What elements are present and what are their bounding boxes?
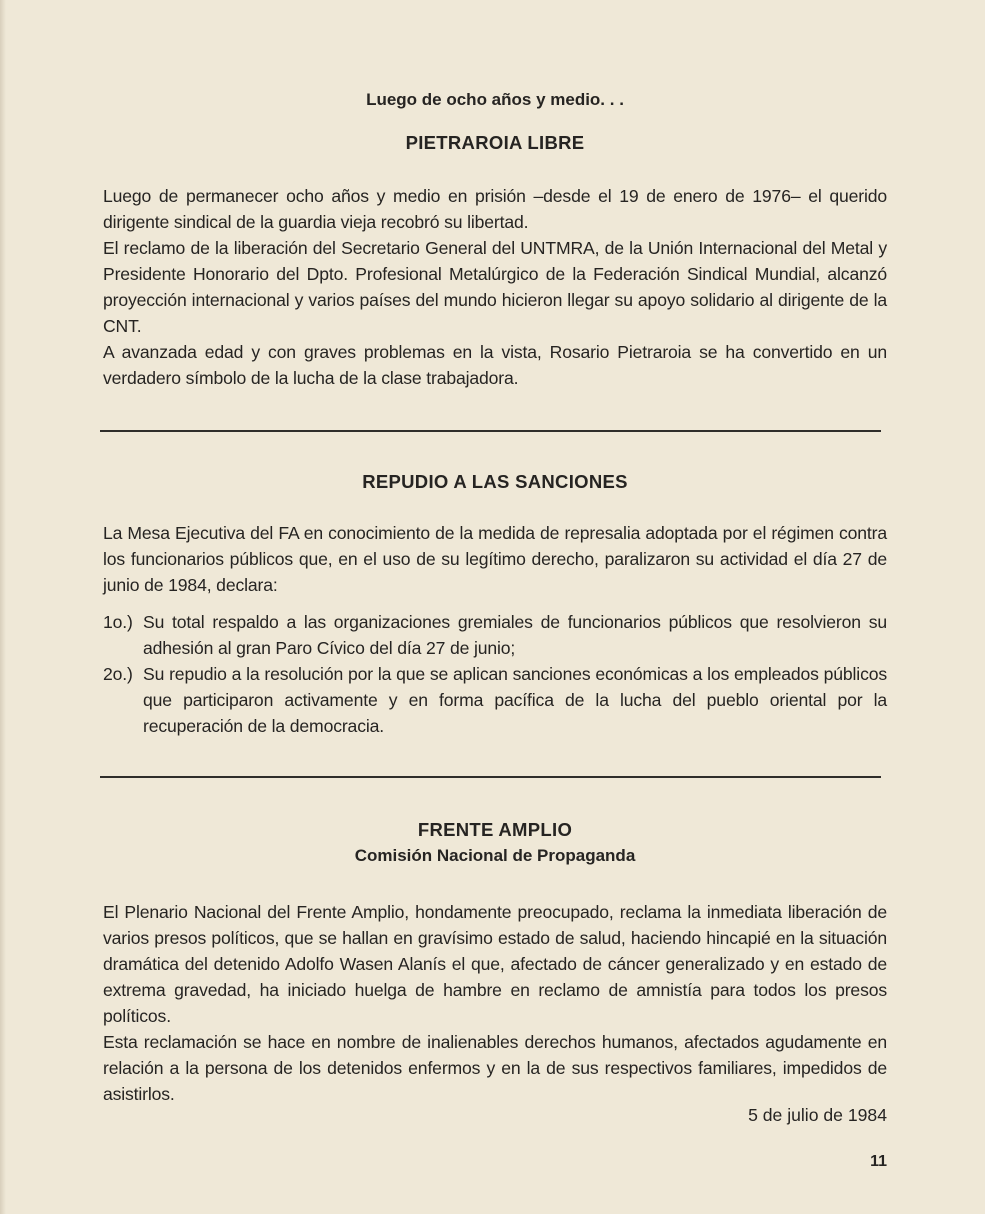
list-item xyxy=(103,609,887,661)
declaration-list xyxy=(103,609,887,739)
item-text: Su repudio a la resolución por la que se aplican sanciones económicas a los empleados públicos que participaron activamente y en forma pacífica de la lucha del pueblo oriental por la recuperación de la democracia. xyxy=(143,664,887,736)
section1-body xyxy=(103,183,887,391)
section1-title: PIETRAROIA LIBRE xyxy=(405,132,585,153)
paragraph: El reclamo de la liberación del Secretario General del UNTMRA, de la Unión Internacional del Metal y Presidente Honorario del Dpto. Profesional Metalúrgico de la Federación Sindical Mundial, alcanzó proyección internacional y varios países del mundo hicieron llegar su apoyo solidario al dirigente de la CNT. xyxy=(103,238,887,336)
page-number: 11 xyxy=(870,1153,887,1170)
section2-intro: La Mesa Ejecutiva del FA en conocimiento de la medida de represalia adoptada por el régimen contra los funcionarios públicos que, en el uso de su legítimo derecho, paralizaron su actividad el día 27 de junio de 1984, declara: xyxy=(103,523,887,595)
item-number: 1o.) xyxy=(103,612,133,632)
page-edge-shadow xyxy=(0,0,6,1214)
item-number: 2o.) xyxy=(103,664,133,684)
paragraph: Luego de permanecer ocho años y medio en prisión –desde el 19 de enero de 1976– el querido dirigente sindical de la guardia vieja recobró su libertad. xyxy=(103,186,887,232)
date: 5 de julio de 1984 xyxy=(748,1105,887,1125)
paragraph: A avanzada edad y con graves problemas en la vista, Rosario Pietraroia se ha convertido en un verdadero símbolo de la lucha de la clase trabajadora. xyxy=(103,342,887,388)
divider xyxy=(100,776,881,778)
section3-title: FRENTE AMPLIO xyxy=(417,819,573,840)
item-text: Su total respaldo a las organizaciones gremiales de funcionarios públicos que resolvieron su adhesión al gran Paro Cívico del día 27 de junio; xyxy=(143,612,887,658)
list-item xyxy=(103,661,887,739)
divider xyxy=(100,430,881,432)
paragraph: El Plenario Nacional del Frente Amplio, hondamente preocupado, reclama la inmediata liberación de varios presos políticos, que se hallan en gravísimo estado de salud, haciendo hincapié en la situación dramática del detenido Adolfo Wasen Alanís el que, afectado de cáncer generalizado y en estado de extrema gravedad, ha iniciado huelga de hambre en reclamo de amnistía para todos los presos políticos. xyxy=(103,902,887,1026)
section2-title: REPUDIO A LAS SANCIONES xyxy=(362,471,628,492)
section3-subtitle: Comisión Nacional de Propaganda xyxy=(354,846,636,865)
paragraph: Esta reclamación se hace en nombre de inalienables derechos humanos, afectados agudamente en relación a la persona de los detenidos enfermos y en la de sus respectivos familiares, impedidos de asistirlos. xyxy=(103,1032,887,1104)
section1-kicker: Luego de ocho años y medio. . . xyxy=(366,90,624,109)
section3-body xyxy=(103,899,887,1107)
